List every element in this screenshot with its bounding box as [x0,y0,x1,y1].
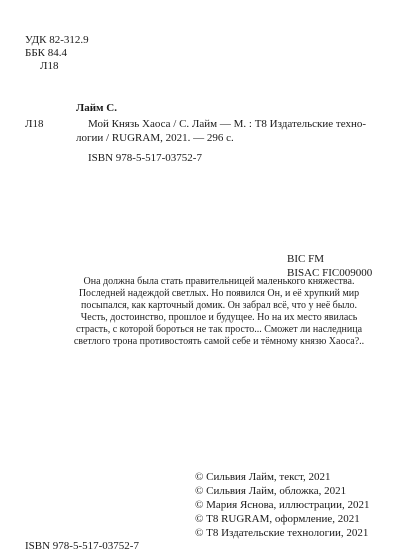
copyright-line: © Т8 RUGRAM, оформление, 2021 [195,513,360,525]
author-mark-top: Л18 [40,60,59,72]
author-mark: Л18 [25,118,44,130]
annotation-line: Последней надеждой светлых. Но появился Он, и её хрупкий мир [78,288,360,299]
bibliographic-line-1: Мой Князь Хаоса / С. Лайм — М. : Т8 Издательские техно- [88,118,366,130]
bbk-code: ББК 84.4 [25,47,67,59]
copyright-block [195,470,369,540]
copyright-line: © Т8 Издательские технологии, 2021 [195,527,369,539]
annotation-line: Она должна была стать правительницей маленького княжества. [83,276,355,287]
annotation-line: посыпался, как карточный домик. Он забрал всё, что у неё было. [81,300,357,311]
isbn-footer: ISBN 978-5-517-03752-7 [25,540,139,552]
annotation-line: светлого трона противостоять самой себе и тёмному князю Хаоса?.. [73,336,365,347]
author-name: Лайм С. [76,102,117,114]
annotation-line: страсть, с которой бороться не так просто... Сможет ли наследница [75,324,363,335]
isbn-catalog: ISBN 978-5-517-03752-7 [88,152,202,164]
udk-code: УДК 82-312.9 [25,34,89,46]
copyright-line: © Сильвия Лайм, обложка, 2021 [195,485,347,497]
bisac-code: BISAC FIC009000 [287,267,373,279]
bic-code: BIC FM [287,253,324,265]
copyright-line: © Сильвия Лайм, текст, 2021 [195,471,331,483]
annotation-line: Честь, достоинство, прошлое и будущее. Но на их место явилась [80,312,358,323]
copyright-line: © Мария Яснова, иллюстрации, 2021 [195,499,370,511]
bibliographic-line-2: логии / RUGRAM, 2021. — 296 с. [76,132,234,144]
annotation [53,276,385,348]
